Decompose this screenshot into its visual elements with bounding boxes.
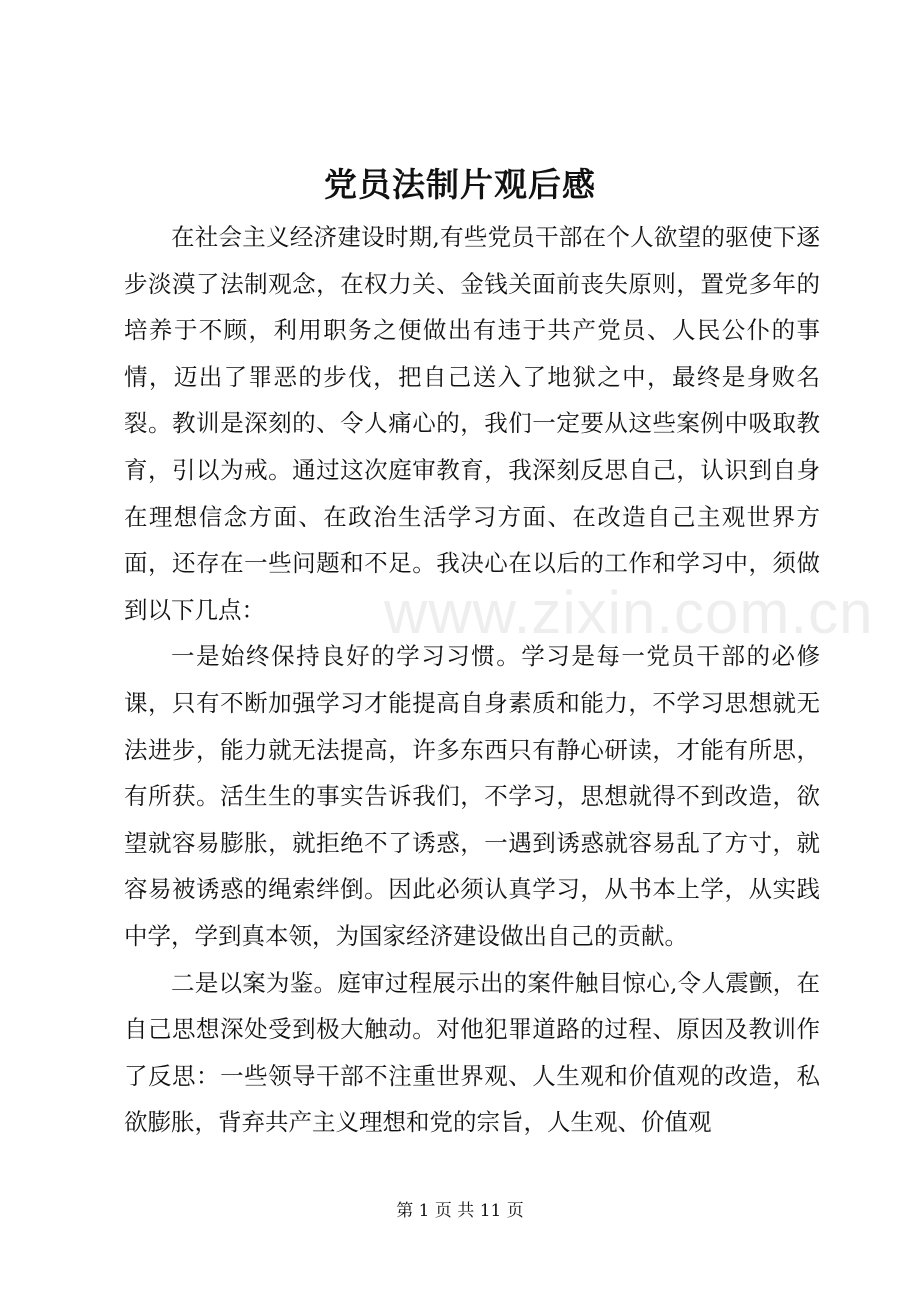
paragraph-1: 在社会主义经济建设时期,有些党员干部在个人欲望的驱使下逐步淡漠了法制观念，在权力关、金钱关面前丧失原则，置党多年的培养于不顾，利用职务之便做出有违于共产党员、人民公仆的事情，迈出了罪恶的步伐，把自己送入了地狱之中，最终是身败名裂。教训是深刻的、令人痛心的，我们一定要从这些案例中吸取教育，引以为戒。通过这次庭审教育，我深刻反思自己，认识到自身在理想信念方面、在政治生活学习方面、在改造自己主观世界方面，还存在一些问题和不足。我决心在以后的工作和学习中，须做到以下几点： <box>124 223 820 624</box>
page-footer: 第 1 页 共 11 页 <box>396 1201 524 1221</box>
document-body <box>124 214 820 1146</box>
watermark: www.zixin.com.cn <box>384 579 874 646</box>
paragraph-2: 一是始终保持良好的学习习惯。学习是每一党员干部的必修课，只有不断加强学习才能提高自身素质和能力，不学习思想就无法进步，能力就无法提高，许多东西只有静心研读，才能有所思，有所获。活生生的事实告诉我们，不学习，思想就得不到改造，欲望就容易膨胀，就拒绝不了诱惑，一遇到诱惑就容易乱了方寸，就容易被诱惑的绳索绊倒。因此必须认真学习，从书本上学，从实践中学，学到真本领，为国家经济建设做出自己的贡献。 <box>124 642 820 950</box>
document-title: 党员法制片观后感 <box>324 165 596 204</box>
paragraph-3: 二是以案为鉴。庭审过程展示出的案件触目惊心,令人震颤，在自己思想深处受到极大触动。对他犯罪道路的过程、原因及教训作了反思：一些领导干部不注重世界观、人生观和价值观的改造，私欲膨胀，背弃共产主义理想和党的宗旨，人生观、价值观 <box>124 968 820 1137</box>
